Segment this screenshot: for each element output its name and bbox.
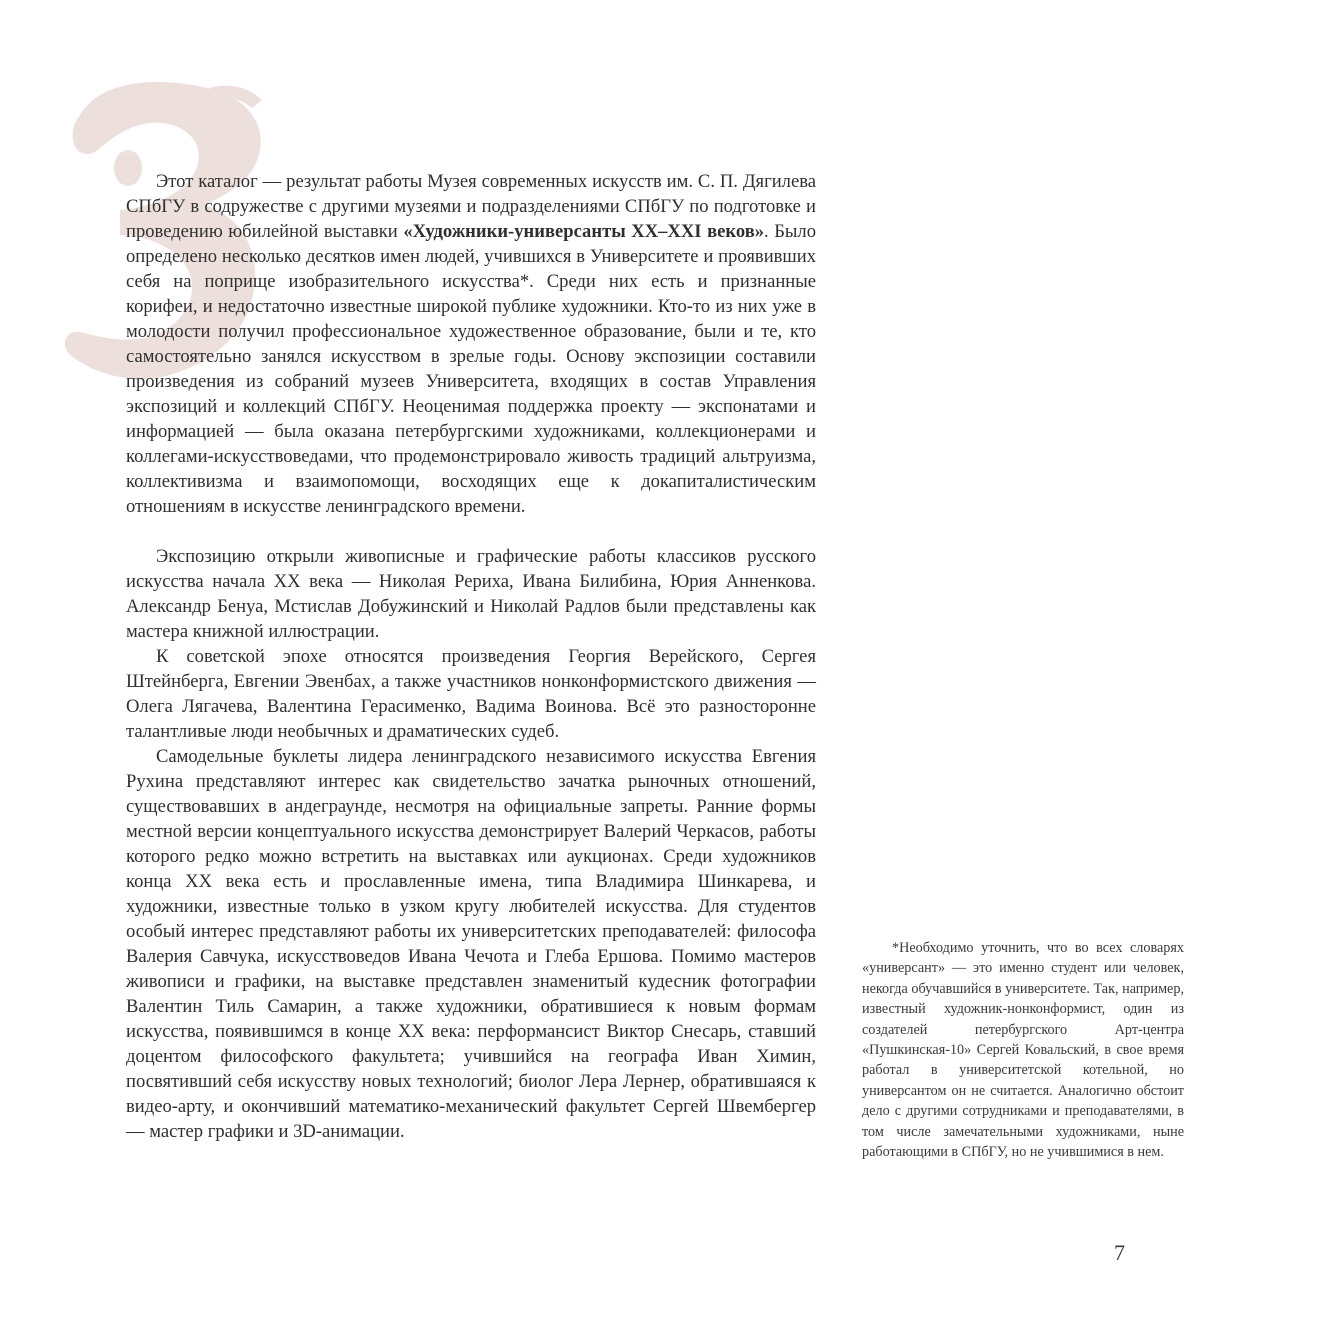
paragraph-classics: Экспозицию открыли живописные и графические работы классиков русского искусства начала XX века — Николая Рериха, Ивана Билибина, Юрия Анненкова. Александр Бенуа, Мстислав Добужинский и Николай Радлов были представлены как мастера книжной иллюстрации. <box>126 546 816 642</box>
page-number: 7 <box>1114 1240 1125 1265</box>
paragraph-intro-text: Этот каталог — результат работы Музея современных искусств им. С. П. Дягилева СПбГУ в содружестве с другими музеями и подразделениями СПбГУ по подготовке и проведению юбилейной выставки <box>126 171 816 242</box>
exhibition-title: «Художники-универсанты XX–XXI веков» <box>403 221 765 242</box>
paragraph-intro-text-continued: . Было определено несколько десятков имен людей, учившихся в Университете и проявивших себя на поприще изобразительного искусства*. Среди них есть и признанные корифеи, и недостаточно известные широкой публике художники. Кто-то из них уже в молодости получил профессиональное художественное образование, были и те, кто самостоятельно занялся искусством в зрелые годы. Основу экспозиции составили произведения из собраний музеев Университета, входящих в состав Управления экспозиций и коллекций СПбГУ. Неоценимая поддержка проекту — экспонатами и информацией — была оказана петербургскими художниками, коллекционерами и коллегами-искусствоведами, что продемонстрировало живость традиций альтруизма, коллективизма и взаимопомощи, восходящих еще к докапиталистическим отношениям в искусстве ленинградского времени. <box>126 221 816 517</box>
paragraph-soviet-era: К советской эпохе относятся произведения Георгия Верейского, Сергея Штейнберга, Евгении Эвенбах, а также участников нонконформистского движения — Олега Лягачева, Валентина Герасименко, Вадима Воинова. Всё это разносторонне талантливые люди необычных и драматических судеб. <box>126 646 816 742</box>
footnote: *Необходимо уточнить, что во всех словарях «универсант» — это именно студент или человек, некогда обучавшийся в университете. Так, например, известный художник-нонконформист, один из создателей петербургского Арт-центра «Пушкинская-10» Сергей Ковальский, в свое время работал в университетской котельной, но универсантом он не считается. Аналогично обстоит дело с другими сотрудниками и преподавателями, в том числе замечательными художниками, ныне работающими в СПбГУ, но не учившимися в нем. <box>862 940 1184 1161</box>
paragraph-intro <box>126 169 816 519</box>
main-text <box>126 169 816 1144</box>
paragraph-modern-artists: Самодельные буклеты лидера ленинградского независимого искусства Евгения Рухина представляют интерес как свидетельство зачатка рыночных отношений, существовавших в андеграунде, несмотря на официальные запреты. Ранние формы местной версии концептуального искусства демонстрирует Валерий Черкасов, работы которого редко можно встретить на выставках или аукционах. Среди художников конца XX века есть и прославленные имена, типа Владимира Шинкарева, и художники, известные только в узком кругу любителей искусства. Для студентов особый интерес представляют работы их университетских преподавателей: философа Валерия Савчука, искусствоведов Ивана Чечота и Глеба Ершова. Помимо мастеров живописи и графики, на выставке представлен знаменитый кудесник фотографии Валентин Тиль Самарин, а также художники, обратившиеся к новым формам искусства, появившимся в конце XX века: перформансист Виктор Снесарь, ставший доцентом философского факультета; учившийся на географа Иван Химин, посвятивший себя искусству новых технологий; биолог Лера Лернер, обратившаяся к видео-арту, и окончивший математико-механический факультет Сергей Швембергер — мастер графики и 3D-анимации. <box>126 746 816 1142</box>
